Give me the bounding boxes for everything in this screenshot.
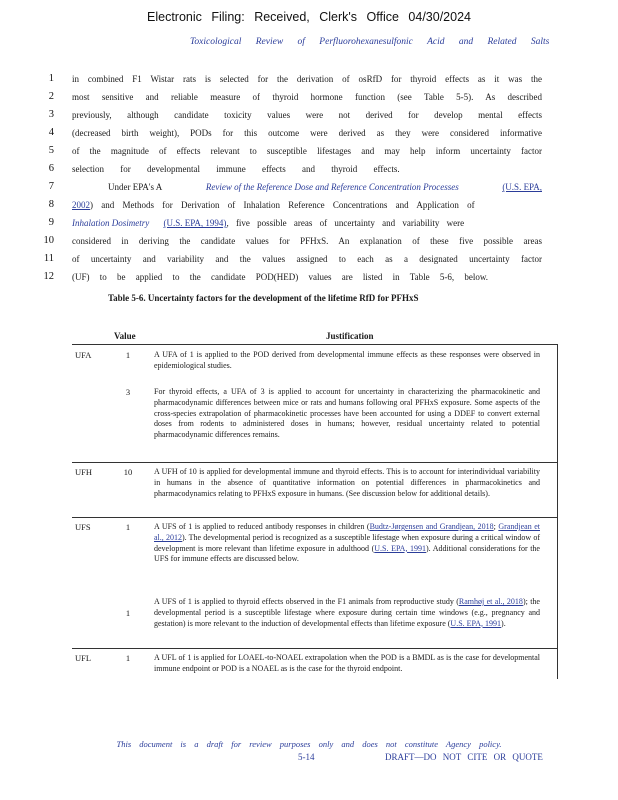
body-line: most sensitive and reliable measure of thyroid hormone function (see Table 5-5). As described <box>72 92 542 102</box>
uf-label: UFA <box>75 350 92 360</box>
justification-text <box>154 522 540 565</box>
body-line: considered in deriving the candidate values for PFHxS. An explanation of these five possible areas <box>72 236 542 246</box>
cited-title: Review of the Reference Dose and Reference Concentration Processes <box>205 182 459 192</box>
line-number: 3 <box>48 109 54 120</box>
text-run: ). <box>501 618 506 628</box>
footer-disclaimer: This document is a draft for review purposes only and does not constitute Agency policy. <box>116 739 502 749</box>
body-line: previously, although candidate toxicity values were not derived for develop mental effects <box>72 110 542 120</box>
text-run: A UFS of 1 is applied to thyroid effects observed in the F1 animals from reproductive study ( <box>154 597 459 606</box>
line-number: 11 <box>43 253 54 264</box>
table-border <box>557 344 558 679</box>
line-number: 9 <box>48 217 54 228</box>
citation-link[interactable]: Ramhøj et al., 2018 <box>458 597 523 606</box>
filing-stamp: Electronic Filing: Received, Clerk's Office 04/30/2024 <box>147 10 471 24</box>
line-number: 5 <box>48 145 54 156</box>
justification-text: For thyroid effects, a UFA of 3 is applied to account for uncertainty in characterizing the pharmacokinetic and pharmacodynamic differences between mice or rats and humans following oral PFHxS exposure. Some aspects of the cross-species extrapolation of pharmacokinetic processes have been accounted for using a DDEF to convert external doses from rodents to administered doses in humans; however, residual uncertainty related to potential pharmacodynamic differences remains. <box>154 387 540 440</box>
text-run: ). The developmental period is recognized as a susceptible lifestage when exposure during a critical window of development is more relevant than lifetime exposure in adulthood ( <box>154 532 540 553</box>
table-rule <box>72 648 557 649</box>
text-run: ) and Methods for Derivation of Inhalation Reference Concentrations and Application of <box>90 200 475 210</box>
body-line: (UF) to be applied to the candidate POD(HED) values are listed in Table 5-6, below. <box>72 272 489 282</box>
citation-link[interactable]: Budtz-Jørgensen and Grandjean, 2018 <box>369 522 494 531</box>
justification-text: A UFH of 10 is applied for developmental immune and thyroid effects. This is to account for interindividual variability in humans in the absence of quantitative information on potential differences in pharmacokinetics and pharmacodynamics relating to PFHxS exposure in humans. (See discussion below for additional details). <box>154 467 540 498</box>
body-line: (decreased birth weight), PODs for this outcome were derived as they were considered informative <box>72 128 542 138</box>
line-number: 4 <box>48 127 54 138</box>
column-header-justification: Justification <box>326 331 374 341</box>
page-number: 5-14 <box>298 752 315 762</box>
line-number: 7 <box>48 181 54 192</box>
line-number: 6 <box>48 163 54 174</box>
uf-label: UFL <box>75 653 92 663</box>
citation-link[interactable]: (U.S. EPA, <box>502 182 542 192</box>
citation-link[interactable]: Grandjean et al., 2012 <box>154 522 540 542</box>
uf-value: 1 <box>125 653 131 663</box>
table-rule <box>72 462 557 463</box>
text-run: Under EPA's A <box>108 182 163 192</box>
line-number: 12 <box>43 271 54 282</box>
text-run: , five possible areas of uncertainty and variability were <box>226 218 465 228</box>
justification-text: A UFL of 1 is applied for LOAEL-to-NOAEL extrapolation when the POD is a BMDL as is the case for developmental immune endpoint or POD is a NOAEL as is the case for the thyroid endpoint. <box>154 653 540 673</box>
body-line <box>72 218 542 228</box>
cited-title: Inhalation Dosimetry <box>72 218 150 228</box>
running-title: Toxicological Review of Perfluorohexanesulfonic Acid and Related Salts <box>190 37 550 47</box>
body-line: selection for developmental immune effects and thyroid effects. <box>72 164 400 174</box>
text-run: ). Additional considerations for the UFS for immune effects are discussed below. <box>154 543 540 564</box>
uf-label: UFS <box>75 522 91 532</box>
table-rule <box>72 517 557 518</box>
citation-link[interactable]: (U.S. EPA, 1994) <box>163 218 227 228</box>
text-run: A UFS of 1 is applied to reduced antibody responses in children ( <box>154 522 370 531</box>
uf-value: 1 <box>125 350 131 360</box>
table-caption: Table 5-6. Uncertainty factors for the development of the lifetime RfD for PFHxS <box>108 293 419 303</box>
column-header-value: Value <box>114 331 136 341</box>
uf-value: 1 <box>125 608 131 618</box>
citation-link[interactable]: 2002 <box>72 200 90 210</box>
uf-value: 3 <box>125 387 131 397</box>
line-number: 10 <box>43 235 54 246</box>
citation-link[interactable]: U.S. EPA, 1991 <box>450 618 502 628</box>
body-line: of uncertainty and variability and the values assigned to each as a designated uncertainty factor <box>72 254 542 264</box>
table-rule <box>72 344 557 345</box>
body-line: in combined F1 Wistar rats is selected for the derivation of osRfD for thyroid effects as it was the <box>72 74 542 84</box>
uf-label: UFH <box>75 467 93 477</box>
uf-value: 1 <box>125 522 131 532</box>
citation-link[interactable]: U.S. EPA, 1991 <box>374 543 426 553</box>
justification-text <box>154 597 540 629</box>
uf-value: 10 <box>123 467 133 477</box>
body-line <box>72 200 542 210</box>
line-number: 8 <box>48 199 54 210</box>
line-number: 2 <box>48 91 54 102</box>
body-line: of the magnitude of effects relevant to susceptible lifestages and may help inform uncertainty factor <box>72 146 542 156</box>
draft-notice: DRAFT—DO NOT CITE OR QUOTE <box>385 752 543 762</box>
justification-text: A UFA of 1 is applied to the POD derived from developmental immune effects as these responses were observed in epidemiological studies. <box>154 350 540 370</box>
body-line <box>108 182 542 192</box>
text-run: ; <box>493 522 499 531</box>
text-run: ); the developmental period is a susceptible lifestage where exposure during certain time windows (e.g., pregnancy and gestation) is more relevant to the induction of developmental effects than lifetime exposure ( <box>154 597 540 628</box>
line-number: 1 <box>48 73 54 84</box>
